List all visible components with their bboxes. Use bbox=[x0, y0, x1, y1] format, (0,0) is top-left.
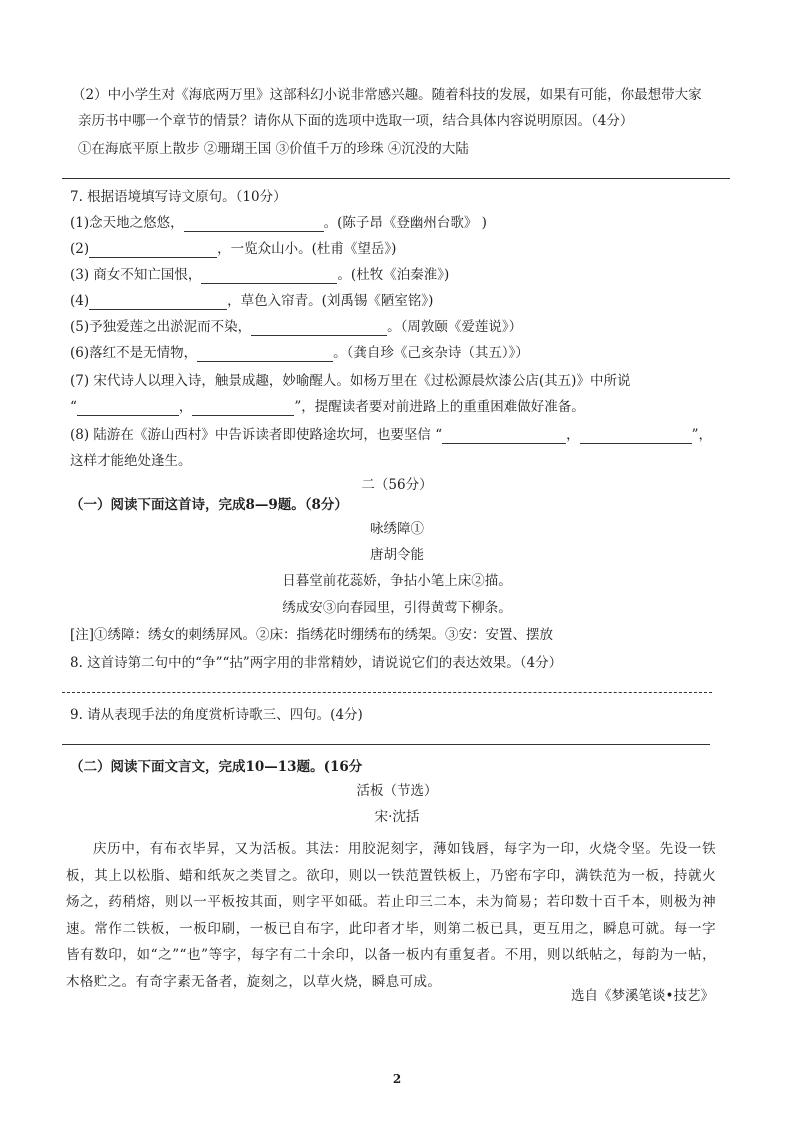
q7-item-1-post: 。(陈子昂《登幽州台歌》 ) bbox=[323, 215, 487, 231]
poem-line-2: 绣成安③向春园里，引得黄莺下柳条。 bbox=[282, 600, 512, 616]
fill-blank[interactable] bbox=[77, 401, 179, 416]
section2-heading: （二）阅读下面文言文，完成10—13题。(16分 bbox=[70, 759, 363, 775]
q6-2-options: ①在海底平原上散步 ②珊瑚王国 ③价值千万的珍珠 ④沉没的大陆 bbox=[78, 141, 469, 157]
classical-passage: 庆历中，有布衣毕昇，又为活板。其法：用胶泥刻字，薄如钱唇，每字为一印，火烧令坚。先设一铁板，其上以松脂、蜡和纸灰之类冒之。欲印，则以一铁范置铁板上，乃密布字印，满铁范为一板，持就火炀之，药稍熔，则以一平板按其面，则字平如砥。若止印三二本，未为简易；若印数十百千本，则极为神速。常作二铁板，一板印刷，一板已自布字，此印者才毕，则第二板已具，更互用之，瞬息可就。每一字皆有数印，如“之”“也”等字，每字有二十余印，以备一板内有重复者。不用，则以纸帖之，每韵为一帖，木格贮之。有奇字素无备者，旋刻之，以草火烧，瞬息可成。 bbox=[66, 841, 716, 990]
fill-blank[interactable] bbox=[89, 243, 217, 258]
q7-item-6 bbox=[70, 344, 529, 362]
poem-line-1: 日暮堂前花蕊娇，争拈小笔上床②描。 bbox=[282, 573, 512, 589]
q7-item-7-line2 bbox=[70, 398, 585, 416]
q7-item-7-line1: (7) 宋代诗人以理入诗，触景成趣，妙喻醒人。如杨万里在《过松源晨炊漆公店(其五)》中所说 bbox=[70, 373, 631, 389]
fill-blank[interactable] bbox=[89, 295, 227, 310]
q7-item-4-pre: (4) bbox=[70, 293, 90, 309]
q7-item-2-post: ，一览众山小。(杜甫《望岳》) bbox=[217, 241, 397, 257]
page-number: 2 bbox=[392, 1072, 402, 1086]
q7-item-8-comma: ， bbox=[566, 427, 580, 443]
answer-line bbox=[62, 744, 710, 745]
poem-author: 唐胡令能 bbox=[370, 547, 424, 563]
q7-item-1 bbox=[70, 214, 487, 232]
q7-item-7-open-quote: “ bbox=[70, 399, 77, 415]
fill-blank[interactable] bbox=[184, 217, 324, 232]
q7-item-5 bbox=[70, 318, 522, 336]
text-author: 宋·沈括 bbox=[374, 809, 420, 825]
q7-item-7-tail: ”，提醒读者要对前进路上的重重困难做好准备。 bbox=[294, 399, 585, 415]
q7-item-5-post: 。（周敦颐《爱莲说》） bbox=[387, 319, 523, 335]
passage-source: 选自《梦溪笔谈•技艺》 bbox=[571, 988, 714, 1004]
q7-heading: 7. 根据语境填写诗文原句。（10分） bbox=[70, 189, 287, 205]
question-8: 8. 这首诗第二句中的“争”“拈”两字用的非常精妙，请说说它们的表达效果。（4分） bbox=[70, 655, 563, 671]
q7-item-6-pre: (6)落红不是无情物， bbox=[70, 345, 198, 361]
answer-line bbox=[62, 692, 712, 693]
q7-item-4-post: ，草色入帘青。(刘禹锡《陋室铭》) bbox=[227, 293, 434, 309]
q6-2-line2: 亲历书中哪一个章节的情景？请你从下面的选项中选取一项，结合具体内容说明原因。（4分） bbox=[78, 113, 634, 129]
section1-heading: （一）阅读下面这首诗，完成8—9题。（8分） bbox=[70, 497, 348, 513]
q7-item-5-pre: (5)予独爱莲之出淤泥而不染， bbox=[70, 319, 252, 335]
q7-item-3 bbox=[70, 266, 449, 284]
q7-item-8-post: ”， bbox=[691, 427, 713, 443]
q7-item-6-post: 。（龚自珍《己亥杂诗（其五）》） bbox=[333, 345, 529, 361]
q7-item-3-pre: (3) 商女不知亡国恨， bbox=[70, 267, 202, 283]
text-title: 活板（节选） bbox=[356, 783, 438, 799]
fill-blank[interactable] bbox=[192, 401, 294, 416]
answer-line bbox=[62, 178, 730, 179]
q7-item-2-pre: (2) bbox=[70, 241, 90, 257]
q7-item-3-post: 。(杜牧《泊秦淮》) bbox=[337, 267, 450, 283]
q6-2-line1: （2）中小学生对《海底两万里》这部科幻小说非常感兴趣。随着科技的发展，如果有可能，你最想带大家 bbox=[72, 87, 702, 103]
question-9: 9. 请从表现手法的角度赏析诗歌三、四句。(4分) bbox=[70, 707, 363, 723]
q7-item-2 bbox=[70, 240, 396, 258]
part2-title: 二（56分） bbox=[361, 477, 433, 493]
fill-blank[interactable] bbox=[580, 429, 692, 444]
q7-item-8-line1 bbox=[70, 426, 712, 444]
q7-item-8-line2: 这样才能绝处逢生。 bbox=[70, 453, 192, 469]
fill-blank[interactable] bbox=[442, 429, 566, 444]
poem-title: 咏绣障① bbox=[370, 521, 424, 537]
poem-note: [注]①绣障：绣女的刺绣屏风。②床：指绣花时绷绣布的绣架。③安：安置、摆放 bbox=[70, 627, 554, 643]
q7-item-7-comma: ， bbox=[178, 399, 193, 415]
q7-item-8-pre: (8) 陆游在《游山西村》中告诉读者即使路途坎坷，也要坚信 “ bbox=[70, 427, 443, 443]
fill-blank[interactable] bbox=[201, 269, 337, 284]
fill-blank[interactable] bbox=[197, 347, 333, 362]
fill-blank[interactable] bbox=[251, 321, 387, 336]
q7-item-4 bbox=[70, 292, 433, 310]
q7-item-1-pre: (1)念天地之悠悠， bbox=[70, 215, 184, 231]
